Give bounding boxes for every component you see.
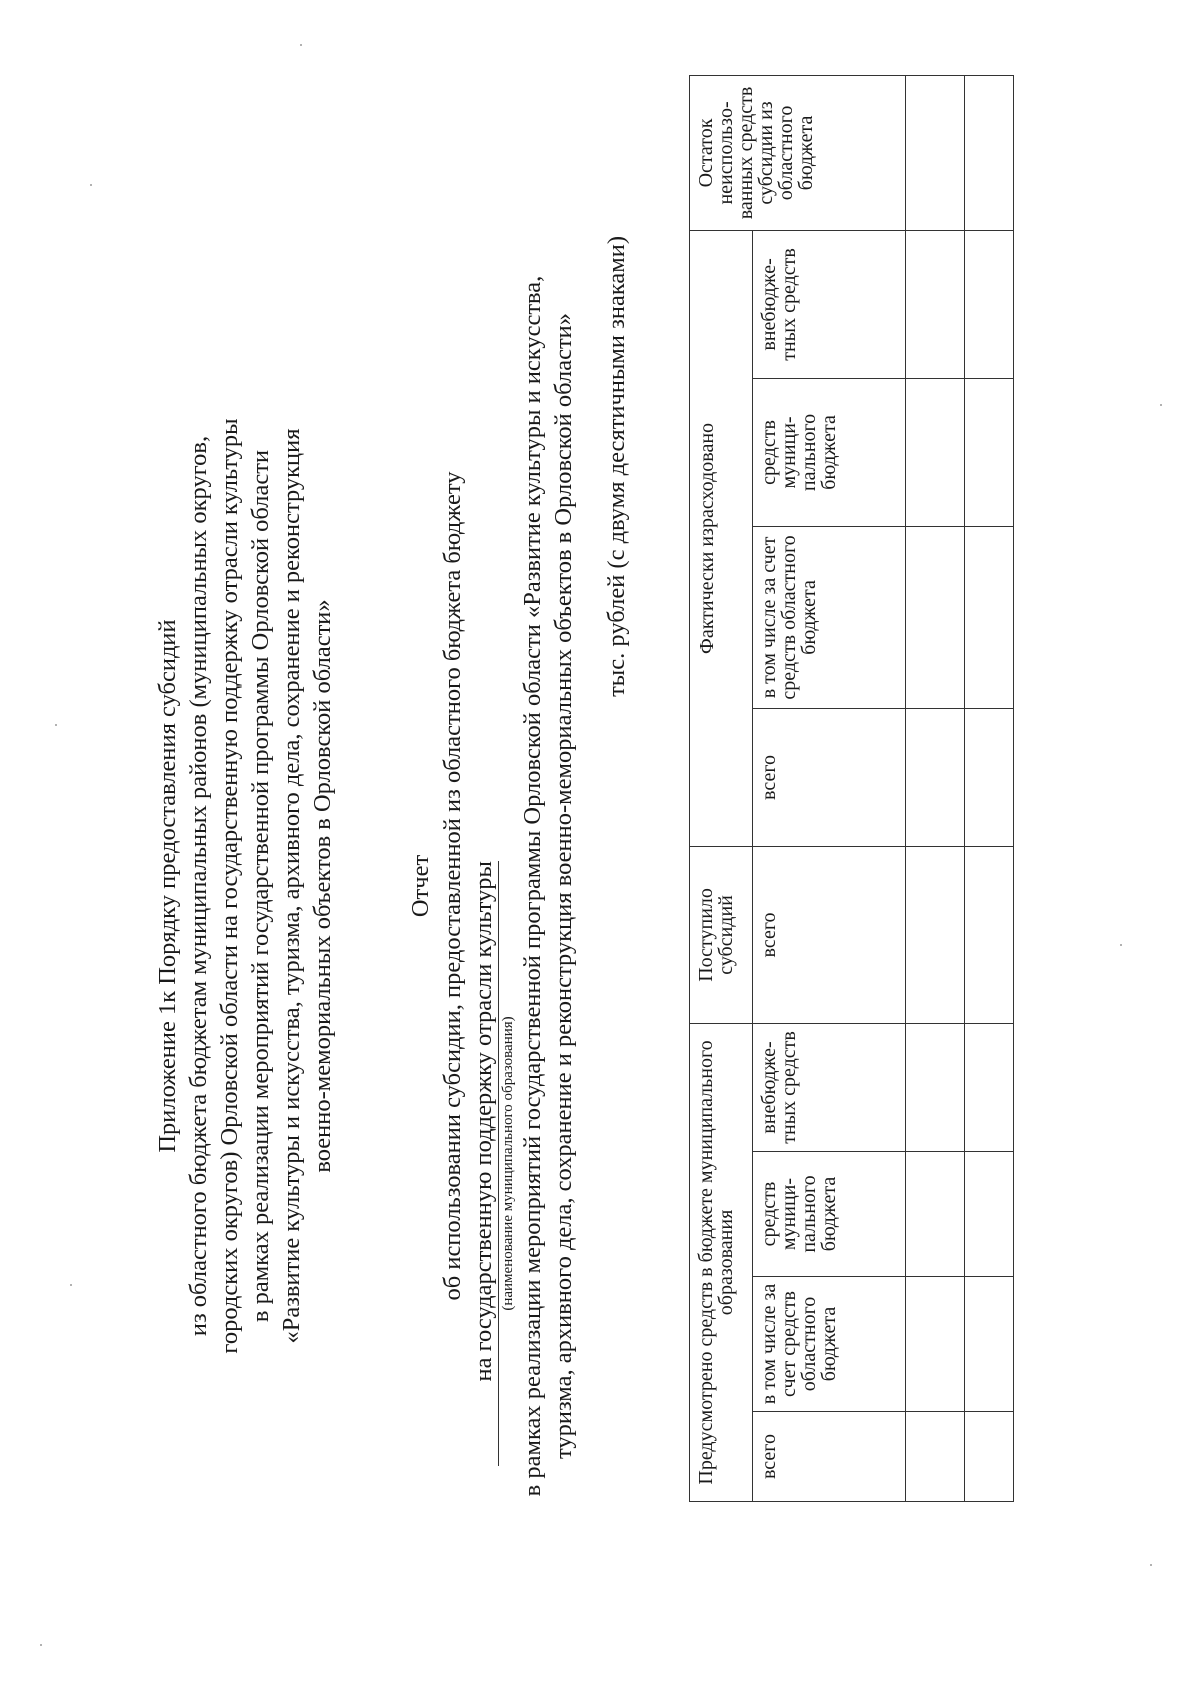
- table-cell: [965, 230, 1014, 378]
- scan-speck: [70, 1284, 72, 1286]
- header-row-subcolumns: [753, 75, 906, 1501]
- table-cell: [906, 708, 965, 846]
- table-row: [965, 75, 1014, 1501]
- header-remainder: Остаток неиспользо-ванных средств субсидии из областного бюджета: [690, 75, 906, 230]
- table-cell: [906, 1023, 965, 1151]
- scan-speck: [55, 724, 57, 726]
- header-spent: Фактически израсходовано: [690, 230, 753, 846]
- table-cell: [906, 1152, 965, 1277]
- table-row: [906, 75, 965, 1501]
- table-cell: [906, 230, 965, 378]
- scan-speck: [1160, 404, 1162, 406]
- table-cell: [906, 1412, 965, 1502]
- appendix-line: в рамках реализации мероприятий государственной программы Орловской области: [247, 449, 274, 1323]
- appendix-line: Приложение 1к Порядку предоставления субсидий: [154, 619, 181, 1153]
- header-planned: Предусмотрено средств в бюджете муниципального образования: [690, 1023, 753, 1501]
- table-cell: [965, 378, 1014, 526]
- program-description: [517, 186, 579, 1586]
- scan-speck: [90, 184, 92, 186]
- header-planned-offbudget: внебюдже-тных средств: [753, 1023, 906, 1151]
- header-received: Поступило субсидий: [690, 846, 753, 1023]
- header-spent-total: всего: [753, 708, 906, 846]
- table-cell: [965, 75, 1014, 230]
- table-cell: [965, 708, 1014, 846]
- report-subtitle-line1: об использовании субсидии, предоставленной из областного бюджета бюджету: [439, 471, 466, 1301]
- table-cell: [965, 1152, 1014, 1277]
- table-cell: [965, 846, 1014, 1023]
- header-spent-regional: в том числе за счет средств областного бюджета: [753, 526, 906, 708]
- appendix-line: «Развитие культуры и искусства, туризма, архивного дела, сохранение и реконструкция: [278, 428, 305, 1344]
- table-cell: [906, 526, 965, 708]
- units-note: тыс. рублей (с двумя десятичными знаками): [603, 236, 630, 697]
- program-line: туризма, архивного дела, сохранение и реконструкция военно-мемориальных объектов в Орловской области»: [550, 312, 577, 1460]
- table-cell: [965, 1412, 1014, 1502]
- program-line: в рамках реализации мероприятий государственной программы Орловской области «Развитие культуры и искусства,: [519, 275, 546, 1497]
- header-row-groups: [690, 75, 753, 1501]
- header-planned-total: всего: [753, 1412, 906, 1502]
- appendix-line: городских округов) Орловской области на государственную поддержку отрасли культуры: [216, 418, 243, 1354]
- report-title: Отчет: [407, 854, 434, 918]
- header-planned-regional: в том числе за счет средств областного бюджета: [753, 1277, 906, 1412]
- appendix-line: военно-мемориальных объектов в Орловской области»: [309, 599, 336, 1173]
- scan-speck: [40, 1644, 42, 1646]
- table-cell: [965, 526, 1014, 708]
- appendix-header: [152, 186, 338, 1586]
- report-subtitle-line2: на государственную поддержку отрасли культуры: [469, 861, 499, 1466]
- appendix-line: из областного бюджета бюджетам муниципальных районов (муниципальных округов,: [185, 435, 212, 1337]
- table-cell: [906, 1277, 965, 1412]
- report-table: [689, 75, 1014, 1502]
- table-cell: [906, 378, 965, 526]
- table-cell: [965, 1277, 1014, 1412]
- scan-speck: [300, 44, 302, 46]
- municipality-caption: (наименование муниципального образования): [500, 1016, 516, 1311]
- header-spent-municipal: средств муници-пального бюджета: [753, 378, 906, 526]
- table-cell: [965, 1023, 1014, 1151]
- scan-speck: [1120, 944, 1122, 946]
- header-planned-municipal: средств муници-пального бюджета: [753, 1152, 906, 1277]
- header-spent-offbudget: внебюдже-тных средств: [753, 230, 906, 378]
- table-cell: [906, 75, 965, 230]
- table-cell: [906, 846, 965, 1023]
- header-received-total: всего: [753, 846, 906, 1023]
- scan-speck: [1150, 1564, 1152, 1566]
